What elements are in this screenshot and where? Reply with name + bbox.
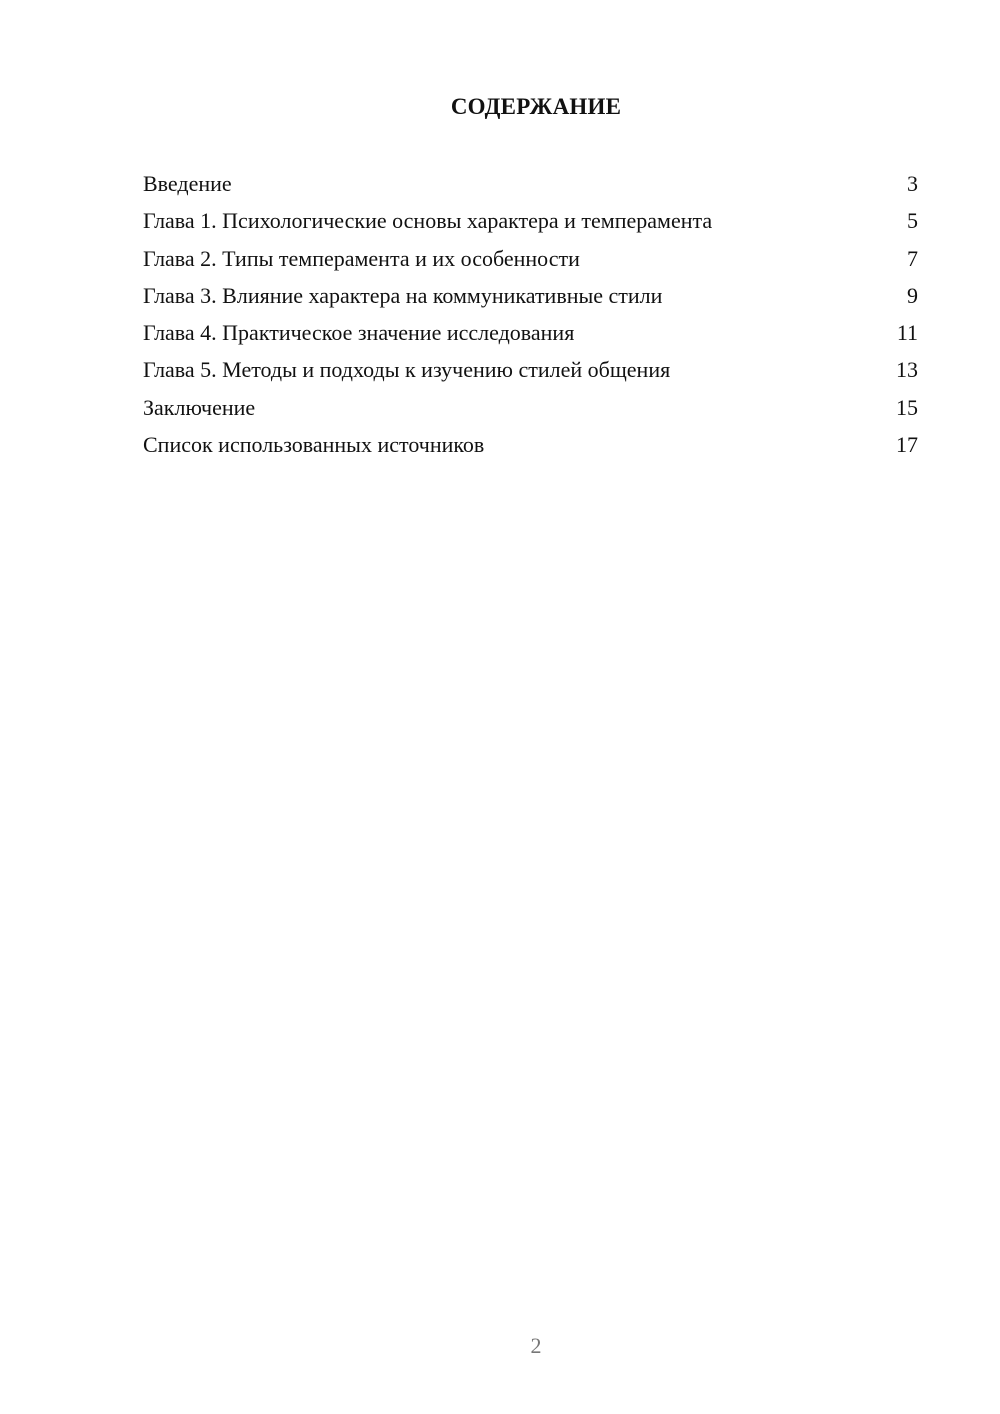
toc-entry [143,317,918,354]
toc-entry-page: 17 [896,432,918,458]
page-number: 2 [530,1333,542,1358]
toc-entry-page: 5 [907,208,918,234]
toc-entry-page: 9 [907,282,918,308]
toc-entry [143,205,918,242]
toc-entry-page: 13 [896,357,918,383]
toc-entry-label: Заключение [143,394,256,420]
toc-entry-page: 15 [896,394,918,420]
toc-entry-label: Глава 4. Практическое значение исследования [143,320,575,346]
toc-entry [143,243,918,280]
toc-entry-label: Глава 2. Типы темперамента и их особенности [143,245,580,271]
toc-entry-page: 11 [896,320,918,346]
toc-entry [143,280,918,317]
toc-entry-page: 3 [907,171,918,196]
toc-entry [143,354,918,391]
toc-entry [143,429,918,466]
toc-entry [143,392,918,429]
toc-entry [143,168,918,205]
toc-entry-page: 7 [907,245,918,271]
toc-entry-label: Список использованных источников [143,432,485,458]
page-title: СОДЕРЖАНИЕ [450,94,622,119]
toc-entry-label: Глава 5. Методы и подходы к изучению стилей общения [143,357,671,383]
toc-entry-label: Глава 3. Влияние характера на коммуникативные стили [143,282,663,308]
table-of-contents [143,168,918,466]
toc-entry-label: Введение [143,171,232,196]
toc-entry-label: Глава 1. Психологические основы характера и темперамента [143,208,713,234]
